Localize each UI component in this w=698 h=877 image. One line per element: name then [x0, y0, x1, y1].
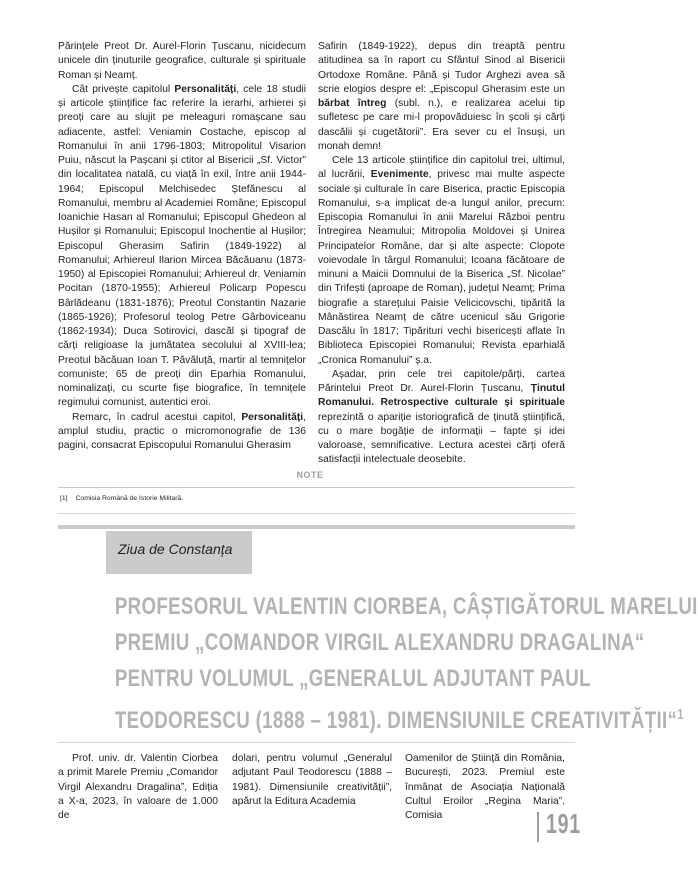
article-column-2 — [232, 752, 392, 809]
notes-divider — [58, 487, 575, 488]
title-line: PENTRU VOLUMUL „GENERALUL ADJUTANT PAUL — [114, 665, 591, 692]
section-label: Ziua de Constanța — [118, 541, 233, 557]
title-line: TEODORESCU (1888 – 1981). DIMENSIUNILE CREATIVITĂȚII“$^1$ — [114, 706, 685, 734]
article-title — [114, 589, 698, 739]
page-number-divider — [537, 812, 539, 842]
section-band — [58, 525, 575, 529]
paragraph: dolari, pentru volumul „Generalul adjutant Paul Teodorescu (1888 – 1981). Dimensiunile creativității”, apărut la Editura Academia — [232, 753, 392, 807]
title-divider — [58, 742, 575, 743]
title-line: PROFESORUL VALENTIN CIORBEA, CÂȘTIGĂTORUL MARELUI — [114, 593, 698, 620]
footnote — [60, 495, 183, 502]
paragraph: Remarc, în cadrul acestui capitol, Personalități, amplul studiu, practic o micromonografie de 136 pagini, consacrat Episcopului Romanului Gherasim — [58, 411, 306, 451]
paragraph: Prof. univ. dr. Valentin Ciorbea a primit Marele Premiu „Comandor Virgil Alexandru Dragalina”, Ediția a X-a, 2023, în valoare de 1.000 de — [58, 753, 218, 821]
page-number: 191 — [546, 808, 581, 839]
bold-term: Personalități — [174, 83, 237, 95]
left-text-column — [58, 40, 306, 453]
article-column-3 — [405, 752, 565, 823]
bold-term: Evenimente — [370, 169, 429, 181]
notes-heading: NOTE — [296, 470, 324, 480]
bold-term: Ținutul Romanului. Retrospective culturale și spirituale — [318, 383, 565, 409]
bold-term: bărbat întreg — [318, 98, 387, 109]
footnote-divider — [58, 513, 575, 514]
paragraph: Safirin (1849-1922), depus din treaptă pentru atitudinea sa în raport cu Sfântul Sinod al Bisericii Ortodoxe Române. Până și Tudor Arghezi avea să scrie elogios despre el: „Episcopul Gherasim este un bărbat întreg (subl. n.), e realizarea acelui tip sufletesc pe care mi-l propovăduiesc în școli și cărți dascălii și cugetătorii”. Era sever cu el însuși, un monah demn! — [318, 41, 565, 152]
paragraph: Părințele Preot Dr. Aurel-Florin Țuscanu, nicidecum unicele din ținuturile geografice, culturale și spirituale Roman și Neamț. — [58, 41, 306, 81]
bold-term: Personalități — [241, 411, 304, 423]
paragraph: Așadar, prin cele trei capitole/părți, cartea Părintelui Preot Dr. Aurel-Florin Țuscanu, Ținutul Romanului. Retrospective culturale și spirituale reprezintă o apariție istoriografică de ținută științifică, cu o mare bogăție de informații – fapte și idei valoroase, semnificative. Lectura acestei cărți oferă satisfacții intelectuale deosebite. — [318, 368, 565, 466]
footnote-text: Comisia Română de Istorie Militară. — [75, 495, 184, 502]
paragraph: Cele 13 articole științifice din capitolul trei, ultimul, al lucrării, Evenimente, privesc mai multe aspecte sociale și culturale în care Biserica, practic Episcopia Romanului, s-a implicat de-a lungul anilor, precum: Episcopia Romanului în anii Marelui Război pentru Întregirea Neamului; Mitropolia Moldovei și Unirea Principatelor Române, dar și alte aspecte: Clopote voievodale în târgul Romanului; Icoana făcătoare de minuni a Maicii Domnului de la Biserica „Sf. Nicolae” din Trifești (aproape de Roman), județul Neamț; Prima biografie a starețului Paisie Velicicovschi, tipărită la Mânăstirea Neamț de către ucenicul său Grigorie Dascălu în 1817; Tipărituri vechi bisericești aflate în Biblioteca Episcopiei Romanului; Revista eparhială „Cronica Romanului” ș.a. — [318, 155, 565, 366]
title-line: PREMIU „COMANDOR VIRGIL ALEXANDRU DRAGALINA“ — [114, 629, 645, 656]
article-column-1 — [58, 752, 218, 823]
right-text-column — [318, 40, 565, 468]
paragraph: Cât privește capitolul Personalități, cele 18 studii și articole științifice fac referire la ierarhi, arhierei și preoți care au slujit pe meleaguri romașcane sau adiacente, astfel: Veniamin Costache, episcop al Romanului în anii 1796-1803; Mitropolitul Visarion Puiu, născut la Pașcani și ctitor al Bisericii „Sf. Victor” din localitatea natală, cu viață în exil, între anii 1944-1964; Episcopul Melchisedec Ștefănescu al Romanului, membru al Academiei Române; Episcopul Ioanichie Hasan al Romanului; Episcopul Ghedeon al Hușilor și Romanului; Episcopul Inochentie al Hușilor; Episcopul Gherasim Safirin (1849-1922) al Romanului; Arhiereul Ilarion Mircea Băcăuanu (1873-1950) al Episcopiei Romanului; Arhiereul dr. Veniamin Pocitan (1870-1955); Arhiereul Policarp Popescu Bârlădeanu (1831-1876); Preotul Constantin Nazarie (1865-1926); Profesorul teolog Petre Gârboviceanu (1862-1934); Duca Sotirovici, dascăl și tipograf de cărți religioase la jumătatea secolului al XVIII-lea; Preotul băcăuan Ioan T. Păvăluță, martir al temnițelor comuniste; 65 de preoți din Eparhia Romanului, nominalizați, cu scurte fișe biografice, în temnițele regimului comunist, autentici eroi. — [58, 83, 306, 409]
footnote-ref: 1 — [677, 706, 685, 723]
paragraph: Oamenilor de Știință din România, București, 2023. Premiul este înmânat de Asociația Națională Cultul Eroilor „Regina Maria”. Comisia — [405, 753, 565, 821]
footnote-number: [1] — [60, 495, 68, 502]
